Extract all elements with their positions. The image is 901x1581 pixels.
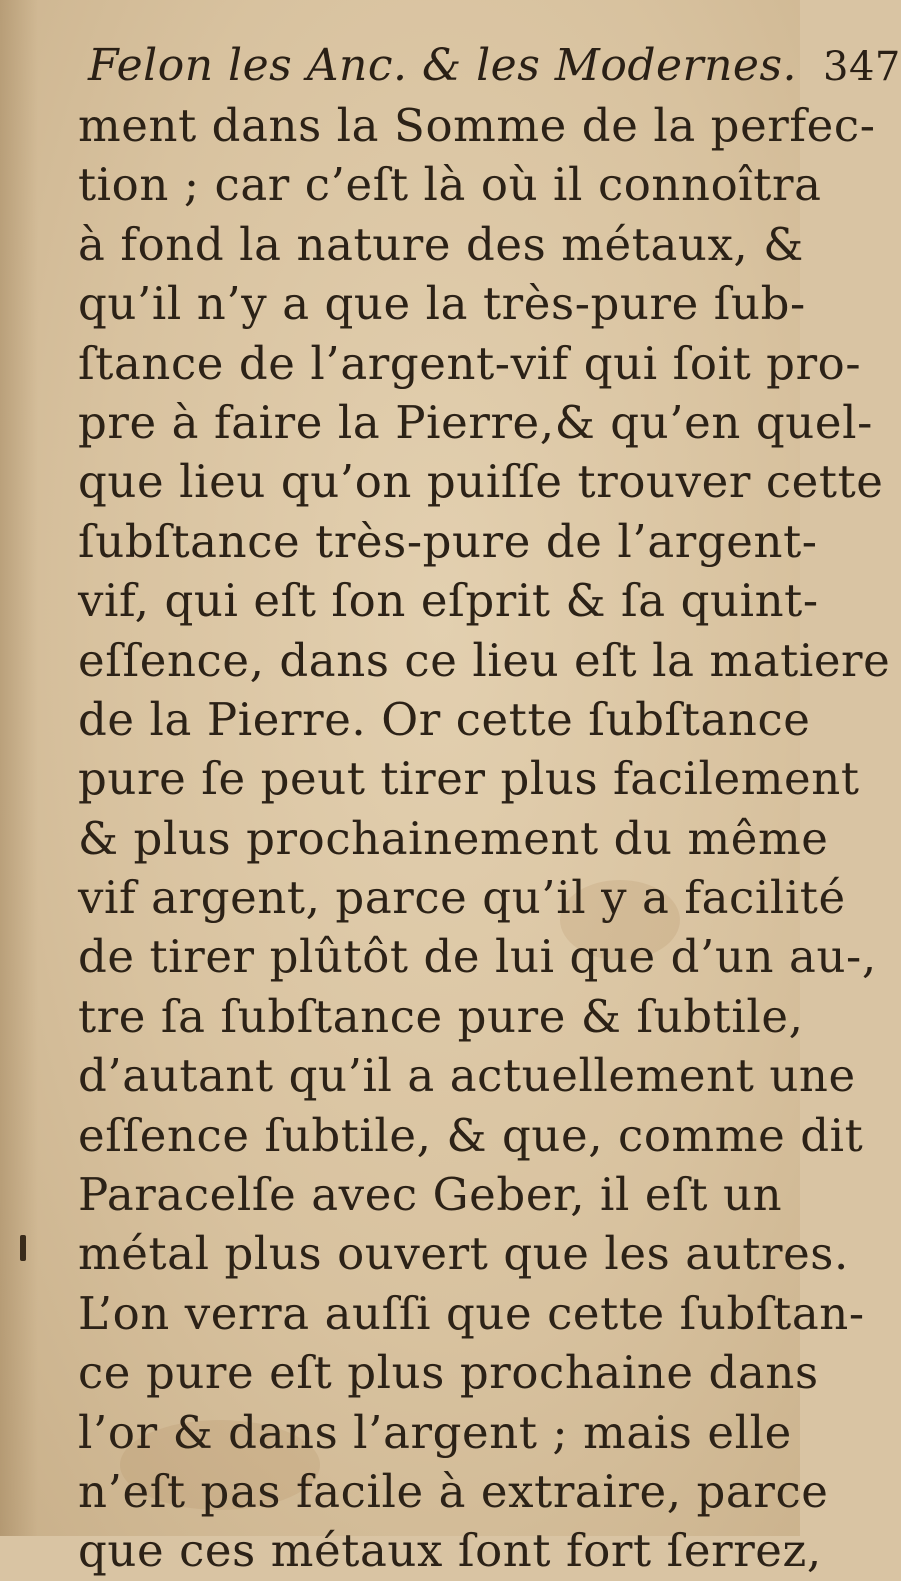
text-line: & plus prochainement du même [78, 811, 829, 865]
text-line: de tirer plûtôt de lui que d’un au-, [78, 930, 877, 984]
text-line: l’or & dans l’argent ; mais elle [78, 1405, 792, 1459]
text-line: vif, qui eſt ſon eſprit & ſa quint- [78, 574, 819, 628]
text-line: Paracelſe avec Geber, il eſt un [78, 1168, 783, 1222]
text-line: métal plus ouvert que les autres. [78, 1227, 849, 1281]
text-line: qu’il n’y a que la très-pure ſub- [78, 277, 806, 331]
running-head-title: Felon les Anc. & les Modernes. [88, 40, 798, 91]
text-line: eſſence, dans ce lieu eſt la matiere [78, 633, 891, 687]
text-line: à fond la nature des métaux, & [78, 217, 804, 271]
text-line: eſſence ſubtile, & que, comme dit [78, 1108, 864, 1162]
text-line: pre à faire la Pierre,& qu’en quel- [78, 395, 873, 449]
text-line: ce pure eſt plus prochaine dans [78, 1346, 819, 1400]
text-line: tre ſa ſubſtance pure & ſubtile, [78, 989, 804, 1043]
text-line: ſtance de l’argent-vif qui ſoit pro- [78, 336, 862, 390]
margin-mark [20, 1235, 26, 1261]
page-edge-shadow [0, 0, 38, 1536]
text-line: pure ſe peut tirer plus facilement [78, 752, 860, 806]
text-line: vif argent, parce qu’il y a facilité [78, 871, 846, 925]
text-line: d’autant qu’il a actuellement une [78, 1049, 856, 1103]
text-line: ſubſtance très-pure de l’argent- [78, 514, 818, 568]
text-line: n’eſt pas facile à extraire, parce [78, 1464, 829, 1518]
text-line: que lieu qu’on puiſſe trouver cette [78, 455, 884, 509]
running-head [88, 40, 901, 100]
text-line: tion ; car c’eſt là où il connoîtra [78, 158, 822, 212]
text-line: L’on verra auſſi que cette ſubſtan- [78, 1286, 865, 1340]
text-line: de la Pierre. Or cette ſubſtance [78, 692, 811, 746]
text-line: que ces métaux ſont fort ſerrez, [78, 1524, 822, 1578]
page-number: 347 [823, 44, 901, 90]
body-text [42, 96, 891, 1581]
text-line: ment dans la Somme de la perfec- [78, 99, 876, 152]
